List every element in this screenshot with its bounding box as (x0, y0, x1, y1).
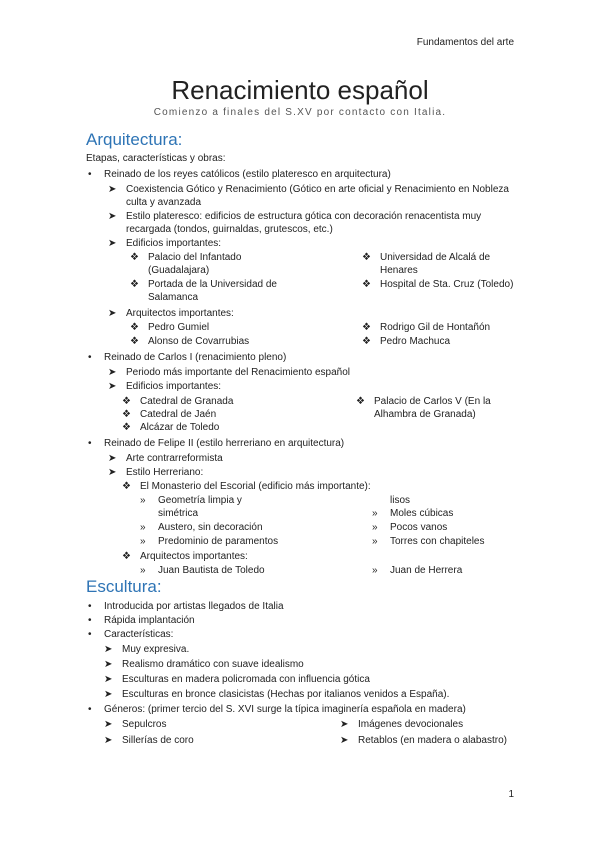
list-item: Coexistencia Gótico y Renacimiento (Gótico en arte oficial y Renacimiento en Nobleza (126, 184, 509, 195)
bullet-icon: • (88, 601, 92, 612)
double-chevron-icon: » (140, 536, 146, 547)
page-number: 1 (508, 789, 514, 800)
list-item: Catedral de Jaén (140, 409, 217, 420)
diamond-bullet-icon: ❖ (122, 551, 131, 562)
diamond-bullet-icon: ❖ (362, 322, 371, 333)
list-item: Realismo dramático con suave idealismo (122, 659, 304, 670)
list-item: Austero, sin decoración (158, 522, 263, 533)
diamond-bullet-icon: ❖ (122, 396, 131, 407)
list-item: Alonso de Covarrubias (148, 336, 250, 347)
bullet-icon: • (88, 704, 92, 715)
list-item: Reinado de Felipe II (estilo herreriano en arquitectura) (104, 438, 345, 449)
list-item-continuation: (Guadalajara) (148, 265, 210, 276)
list-item: Arte contrarreformista (126, 453, 223, 464)
bullet-icon: • (88, 352, 92, 363)
bullet-icon: • (88, 438, 92, 449)
list-item: Imágenes devocionales (358, 719, 464, 730)
list-item: Palacio del Infantado (148, 252, 242, 263)
list-item: Retablos (en madera o alabastro) (358, 735, 507, 746)
arrow-bullet-icon: ➤ (104, 659, 113, 670)
list-item: Juan de Herrera (390, 565, 463, 576)
list-item: Estilo Herreriano: (126, 467, 204, 478)
list-item: Pocos vanos (390, 522, 448, 533)
diamond-bullet-icon: ❖ (130, 279, 139, 290)
list-item: Características: (104, 629, 174, 640)
list-item: Rodrigo Gil de Hontañón (380, 322, 491, 333)
list-item: Pedro Machuca (380, 336, 451, 347)
list-item: Torres con chapiteles (390, 536, 485, 547)
list-item: Sillerías de coro (122, 735, 194, 746)
arrow-bullet-icon: ➤ (108, 184, 117, 195)
list-item: Moles cúbicas (390, 508, 454, 519)
arrow-bullet-icon: ➤ (108, 453, 117, 464)
double-chevron-icon: » (372, 522, 378, 533)
list-item: Sepulcros (122, 719, 167, 730)
list-item: Juan Bautista de Toledo (158, 565, 265, 576)
list-item: Arquitectos importantes: (126, 308, 234, 319)
list-item: Predominio de paramentos (158, 536, 279, 547)
list-item: Reinado de Carlos I (renacimiento pleno) (104, 352, 287, 363)
list-item-continuation: Alhambra de Granada) (374, 409, 476, 420)
list-item-continuation: simétrica (158, 508, 199, 519)
list-item: Palacio de Carlos V (En la (374, 396, 491, 407)
list-item: Edificios importantes: (126, 238, 222, 249)
page-title: Renacimiento español (171, 75, 429, 105)
list-item: Hospital de Sta. Cruz (Toledo) (380, 279, 514, 290)
arquitectura-intro: Etapas, características y obras: (86, 153, 226, 164)
list-item: Esculturas en bronce clasicistas (Hechas por italianos venidos a España). (122, 689, 450, 700)
arrow-bullet-icon: ➤ (104, 689, 113, 700)
diamond-bullet-icon: ❖ (362, 336, 371, 347)
diamond-bullet-icon: ❖ (130, 336, 139, 347)
list-item: Esculturas en madera policromada con influencia gótica (122, 674, 370, 685)
diamond-bullet-icon: ❖ (356, 396, 365, 407)
arrow-bullet-icon: ➤ (340, 719, 349, 730)
list-item: Edificios importantes: (126, 381, 222, 392)
diamond-bullet-icon: ❖ (130, 252, 139, 263)
page-subtitle: Comienzo a finales del S.XV por contacto con Italia. (153, 107, 447, 118)
arrow-bullet-icon: ➤ (340, 735, 349, 746)
list-item: Introducida por artistas llegados de Italia (104, 601, 284, 612)
double-chevron-icon: » (140, 522, 146, 533)
list-item: Estilo plateresco: edificios de estructura gótica con decoración renacentista muy (126, 211, 482, 222)
list-item: Muy expresiva. (122, 644, 190, 655)
bullet-icon: • (88, 615, 92, 626)
diamond-bullet-icon: ❖ (122, 481, 131, 492)
list-item: Alcázar de Toledo (140, 422, 220, 433)
arrow-bullet-icon: ➤ (104, 735, 113, 746)
arrow-bullet-icon: ➤ (108, 381, 117, 392)
diamond-bullet-icon: ❖ (362, 279, 371, 290)
double-chevron-icon: » (140, 565, 146, 576)
diamond-bullet-icon: ❖ (122, 409, 131, 420)
arrow-bullet-icon: ➤ (108, 467, 117, 478)
list-item-continuation: Salamanca (148, 292, 199, 303)
arrow-bullet-icon: ➤ (104, 719, 113, 730)
list-item: Rápida implantación (104, 615, 195, 626)
bullet-icon: • (88, 169, 92, 180)
list-item: Universidad de Alcalá de (380, 252, 491, 263)
list-item: Pedro Gumiel (148, 322, 210, 333)
list-item: El Monasterio del Escorial (edificio más importante): (140, 481, 371, 492)
diamond-bullet-icon: ❖ (122, 422, 131, 433)
list-item-continuation: culta y avanzada (126, 197, 202, 208)
double-chevron-icon: » (372, 508, 378, 519)
double-chevron-icon: » (372, 536, 378, 547)
diamond-bullet-icon: ❖ (362, 252, 371, 263)
list-item: Géneros: (primer tercio del S. XVI surge la típica imaginería española en madera) (104, 704, 466, 715)
double-chevron-icon: » (372, 565, 378, 576)
list-item: Portada de la Universidad de (148, 279, 277, 290)
list-item: Periodo más importante del Renacimiento español (126, 367, 351, 378)
list-item-continuation: recargada (tondos, guirnaldas, grutescos, etc.) (126, 224, 333, 235)
diamond-bullet-icon: ❖ (130, 322, 139, 333)
list-item: Reinado de los reyes católicos (estilo plateresco en arquitectura) (104, 169, 391, 180)
bullet-icon: • (88, 629, 92, 640)
arrow-bullet-icon: ➤ (108, 367, 117, 378)
list-item: Geometría limpia y (158, 495, 242, 506)
arrow-bullet-icon: ➤ (104, 674, 113, 685)
arrow-bullet-icon: ➤ (104, 644, 113, 655)
section-heading-escultura: Escultura: (86, 577, 162, 596)
list-item: Arquitectos importantes: (140, 551, 248, 562)
double-chevron-icon: » (140, 495, 146, 506)
arrow-bullet-icon: ➤ (108, 211, 117, 222)
arrow-bullet-icon: ➤ (108, 308, 117, 319)
list-item: Catedral de Granada (140, 396, 234, 407)
list-item-continuation: lisos (390, 495, 411, 506)
section-heading-arquitectura: Arquitectura: (86, 130, 183, 149)
arrow-bullet-icon: ➤ (108, 238, 117, 249)
running-header: Fundamentos del arte (416, 37, 514, 48)
list-item-continuation: Henares (380, 265, 418, 276)
